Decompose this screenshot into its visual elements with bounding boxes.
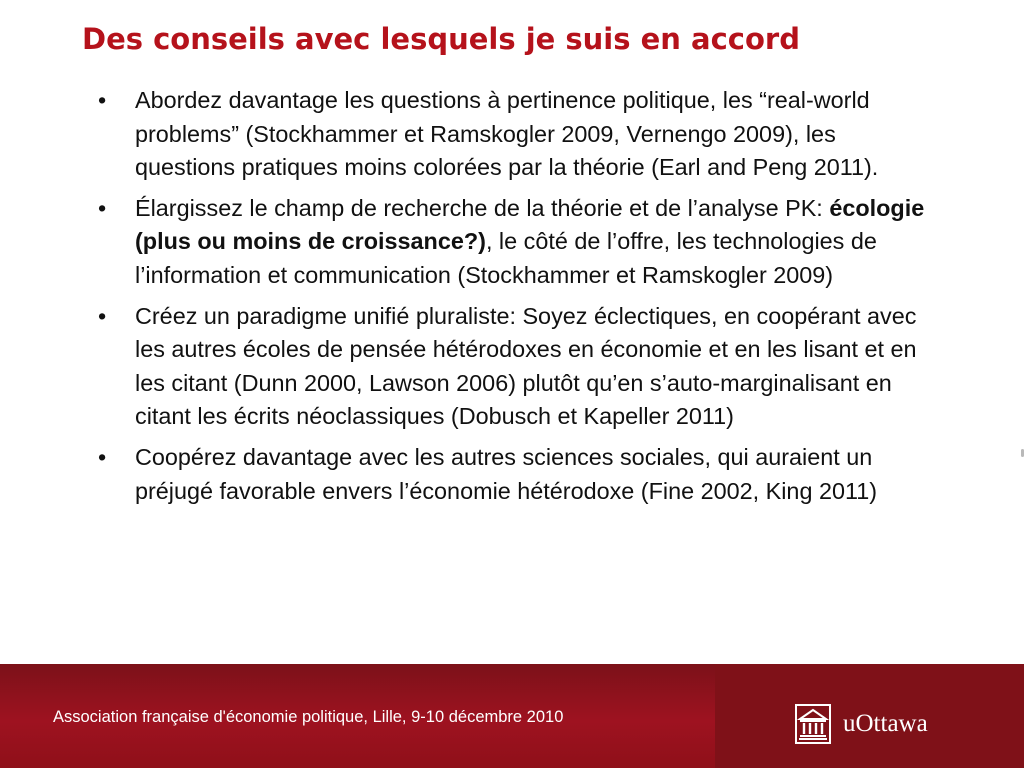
- bullet-item-1: [92, 84, 942, 185]
- bullet-list: [92, 84, 942, 515]
- conference-text: Association française d'économie politique, Lille, 9-10 décembre 2010: [53, 708, 564, 726]
- bullet-bold-text: écologie (plus ou moins de croissance?): [135, 194, 925, 255]
- bullet-dot: •: [98, 443, 107, 470]
- bullet-dot: •: [98, 194, 107, 221]
- bullet-text: Coopérez davantage avec les autres sciences sociales, qui auraient un préjugé favorable envers l’économie hétérodoxe (Fine 2002, King 2011): [135, 443, 878, 504]
- bullet-text: Créez un paradigme unifié pluraliste: Soyez éclectiques, en coopérant avec les autres écoles de pensée hétérodoxes en économie et en les lisant et en les citant (Dunn 2000, Lawson 2006) plutôt qu’en s’auto-marginalisant en citant les écrits néoclassiques (Dobusch et Kapeller 2011): [135, 302, 917, 430]
- bullet-text-continued: , le côté de l’offre, les technologies de l’information et communication (Stockhammer et Ramskogler 2009): [135, 228, 877, 288]
- bullet-text: Abordez davantage les questions à pertinence politique, les “real-world problems” (Stockhammer et Ramskogler 2009, Vernengo 2009), les questions pratiques moins colorées par la théorie (Earl and Peng 2011).: [135, 87, 879, 181]
- uottawa-logo: [795, 704, 928, 744]
- logo-text: uOttawa: [843, 710, 928, 737]
- bullet-item-4: [92, 441, 942, 508]
- bullet-dot: •: [98, 302, 107, 329]
- footer-bar: [0, 664, 1024, 768]
- university-building-icon: [795, 704, 831, 744]
- bullet-item-3: [92, 300, 942, 434]
- bullet-item-2: [92, 192, 942, 293]
- slide-title: Des conseils avec lesquels je suis en accord: [82, 22, 800, 56]
- bullet-text: Élargissez le champ de recherche de la théorie et de l’analyse PK:: [135, 194, 830, 221]
- bullet-dot: •: [98, 87, 107, 113]
